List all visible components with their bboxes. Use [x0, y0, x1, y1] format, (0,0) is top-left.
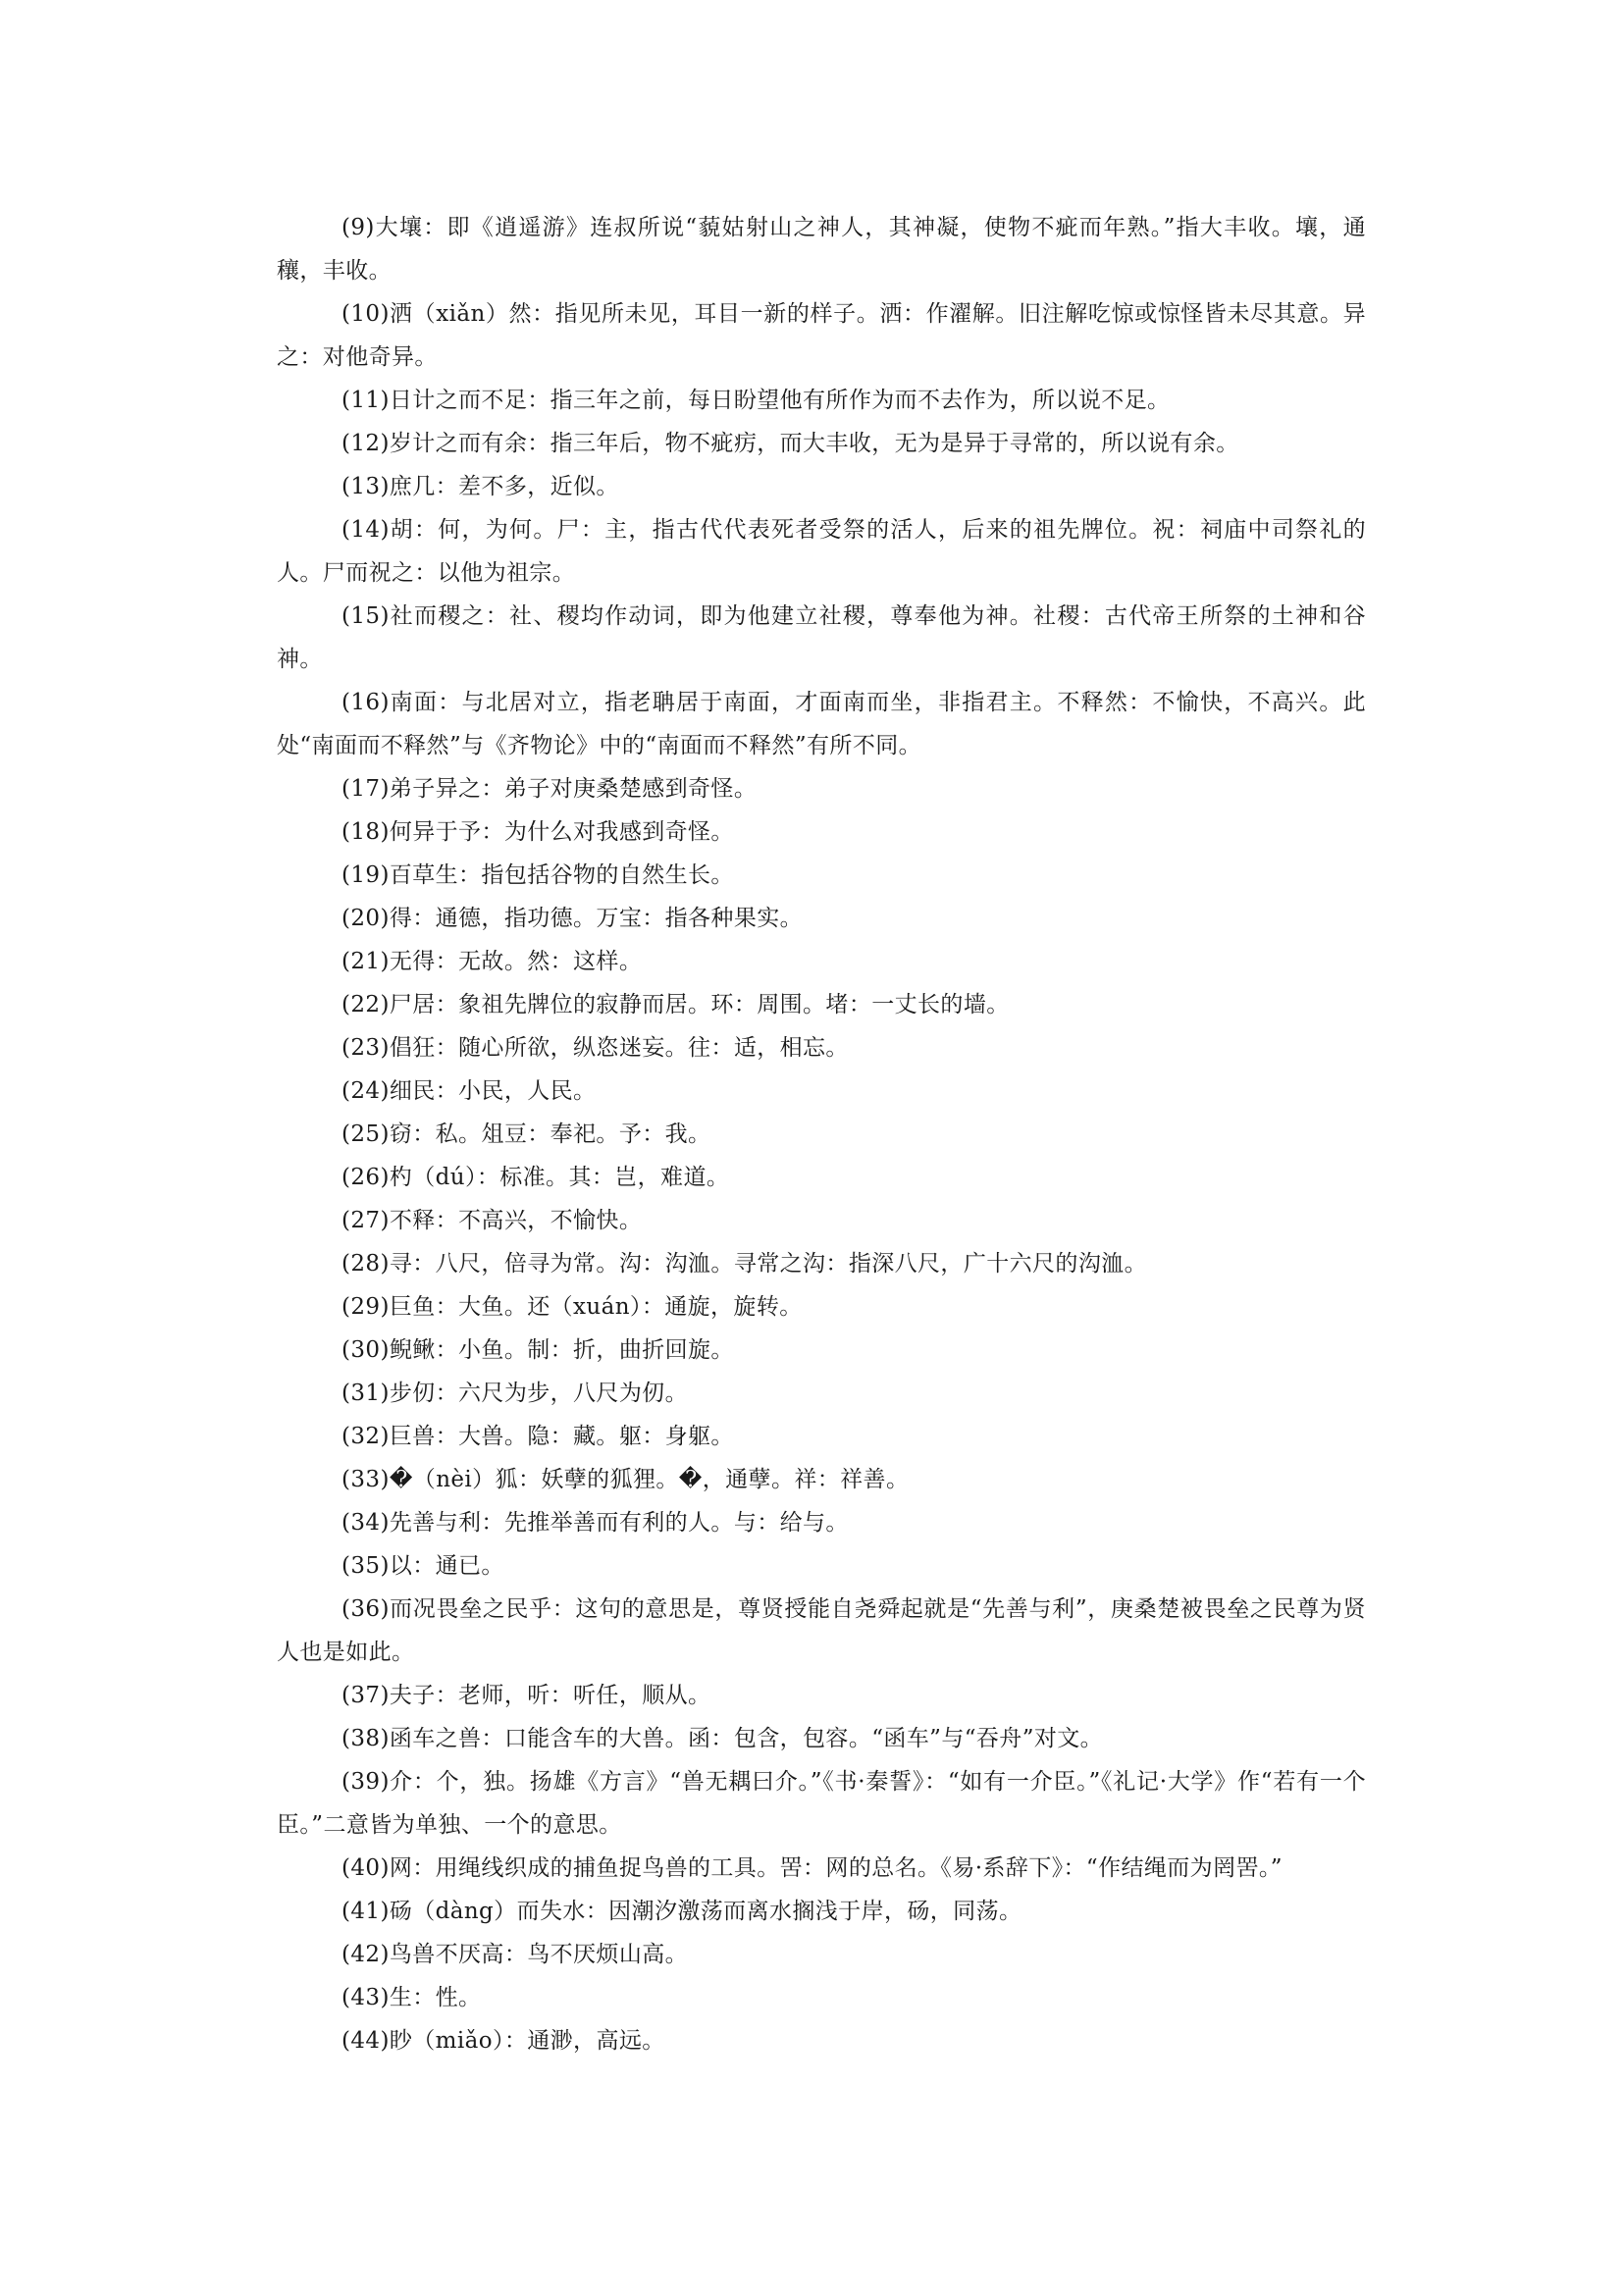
- note-25: (25)窃：私。俎豆：奉祀。予：我。: [341, 1121, 711, 1147]
- note-9: (9)大壤：即《逍遥游》连叔所说“藐姑射山之神人，其神凝，使物不疵而年熟。”指大丰收。壤，通穰，丰收。: [277, 215, 1366, 284]
- note-31: (31)步仞：六尺为步，八尺为仞。: [341, 1381, 689, 1406]
- note-16: (16)南面：与北居对立，指老聃居于南面，才面南而坐，非指君主。不释然：不愉快，不高兴。此处“南面而不释然”与《齐物论》中的“南面而不释然”有所不同。: [277, 690, 1366, 758]
- note-30: (30)鲵鳅：小鱼。制：折，曲折回旋。: [341, 1337, 734, 1363]
- note-33: (33)�（nèi）狐：妖孽的狐狸。�，通孽。祥：祥善。: [341, 1467, 910, 1492]
- note-37: (37)夫子：老师，听：听任，顺从。: [341, 1683, 711, 1708]
- note-21: (21)无得：无故。然：这样。: [341, 949, 643, 974]
- note-19: (19)百草生：指包括谷物的自然生长。: [341, 862, 734, 888]
- note-34: (34)先善与利：先推举善而有利的人。与：给与。: [341, 1510, 849, 1536]
- note-44: (44)眇（miǎo）：通渺，高远。: [341, 2028, 665, 2054]
- note-43: (43)生：性。: [341, 1985, 482, 2010]
- note-12: (12)岁计之而有余：指三年后，物不疵疠，而大丰收，无为是异于寻常的，所以说有余。: [341, 431, 1239, 456]
- note-10: (10)洒（xiǎn）然：指见所未见，耳目一新的样子。洒：作濯解。旧注解吃惊或惊怪皆未尽其意。异之：对他奇异。: [277, 301, 1366, 370]
- note-35: (35)以：通已。: [341, 1553, 504, 1579]
- note-23: (23)倡狂：随心所欲，纵恣迷妄。往：适，相忘。: [341, 1035, 849, 1061]
- note-26: (26)杓（dú）：标准。其：岂，难道。: [341, 1165, 730, 1190]
- note-28: (28)寻：八尺，倍寻为常。沟：沟洫。寻常之沟：指深八尺，广十六尺的沟洫。: [341, 1251, 1148, 1277]
- note-24: (24)细民：小民，人民。: [341, 1078, 597, 1104]
- note-39: (39)介：个，独。扬雄《方言》“兽无耦曰介。”《书·秦誓》：“如有一介臣。”《礼记·大学》作“若有一个臣。”二意皆为单独、一个的意思。: [277, 1769, 1366, 1838]
- annotation-list: [277, 206, 1366, 2062]
- note-13: (13)庶几：差不多，近似。: [341, 474, 619, 499]
- note-18: (18)何异于予：为什么对我感到奇怪。: [341, 819, 734, 845]
- note-40: (40)网：用绳线织成的捕鱼捉鸟兽的工具。罟：网的总名。《易·系辞下》：“作结绳而为罔罟。”: [341, 1855, 1283, 1881]
- note-42: (42)鸟兽不厌高：鸟不厌烦山高。: [341, 1942, 689, 1967]
- note-38: (38)函车之兽：口能含车的大兽。函：包含，包容。“函车”与“吞舟”对文。: [341, 1726, 1104, 1751]
- note-27: (27)不释：不高兴，不愉快。: [341, 1208, 643, 1233]
- note-22: (22)尸居：象祖先牌位的寂静而居。环：周围。堵：一丈长的墙。: [341, 992, 1010, 1017]
- note-17: (17)弟子异之：弟子对庚桑楚感到奇怪。: [341, 776, 758, 802]
- note-29: (29)巨鱼：大鱼。还（xuán）：通旋，旋转。: [341, 1294, 803, 1320]
- note-15: (15)社而稷之：社、稷均作动词，即为他建立社稷，尊奉他为神。社稷：古代帝王所祭的土神和谷神。: [277, 603, 1366, 672]
- note-20: (20)得：通德，指功德。万宝：指各种果实。: [341, 906, 804, 931]
- note-36: (36)而况畏垒之民乎：这句的意思是，尊贤授能自尧舜起就是“先善与利”，庚桑楚被畏垒之民尊为贤人也是如此。: [277, 1596, 1366, 1665]
- note-41: (41)砀（dàng）而失水：因潮汐激荡而离水搁浅于岸，砀，同荡。: [341, 1899, 1022, 1924]
- note-11: (11)日计之而不足：指三年之前，每日盼望他有所作为而不去作为，所以说不足。: [341, 388, 1171, 413]
- note-14: (14)胡：何，为何。尸：主，指古代代表死者受祭的活人，后来的祖先牌位。祝：祠庙中司祭礼的人。尸而祝之：以他为祖宗。: [277, 517, 1366, 586]
- note-32: (32)巨兽：大兽。隐：藏。躯：身躯。: [341, 1424, 734, 1449]
